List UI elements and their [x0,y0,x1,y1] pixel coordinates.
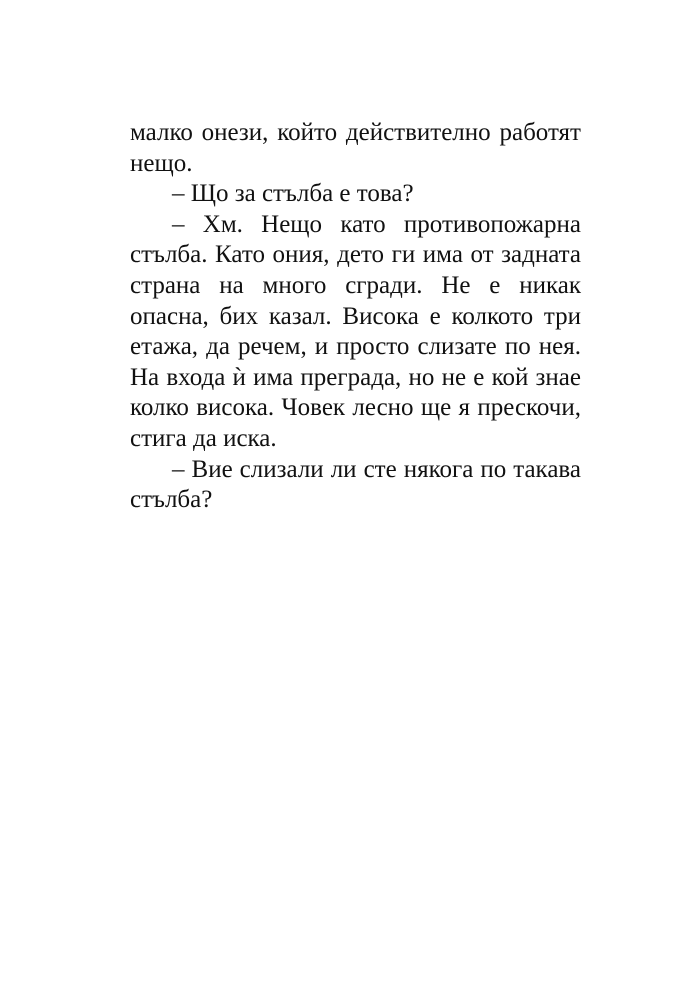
paragraph-4: – Вие слизали ли сте някога по такава стълба? [130,455,581,514]
paragraph-3: – Хм. Нещо като противопожарна стълба. Като ония, дето ги има от задната страна на много сгради. Не е никак опасна, бих казал. Висока е колкото три етажа, да речем, и просто слизате по нея. На входа ѝ има преграда, но не е кой знае колко висока. Човек лесно ще я прескочи, стига да иска. [130,210,581,452]
page-body-text [130,118,581,516]
paragraph-2: – Що за стълба е това? [172,180,414,208]
paragraph-1: малко онези, който действително работят нещо. [130,119,581,177]
